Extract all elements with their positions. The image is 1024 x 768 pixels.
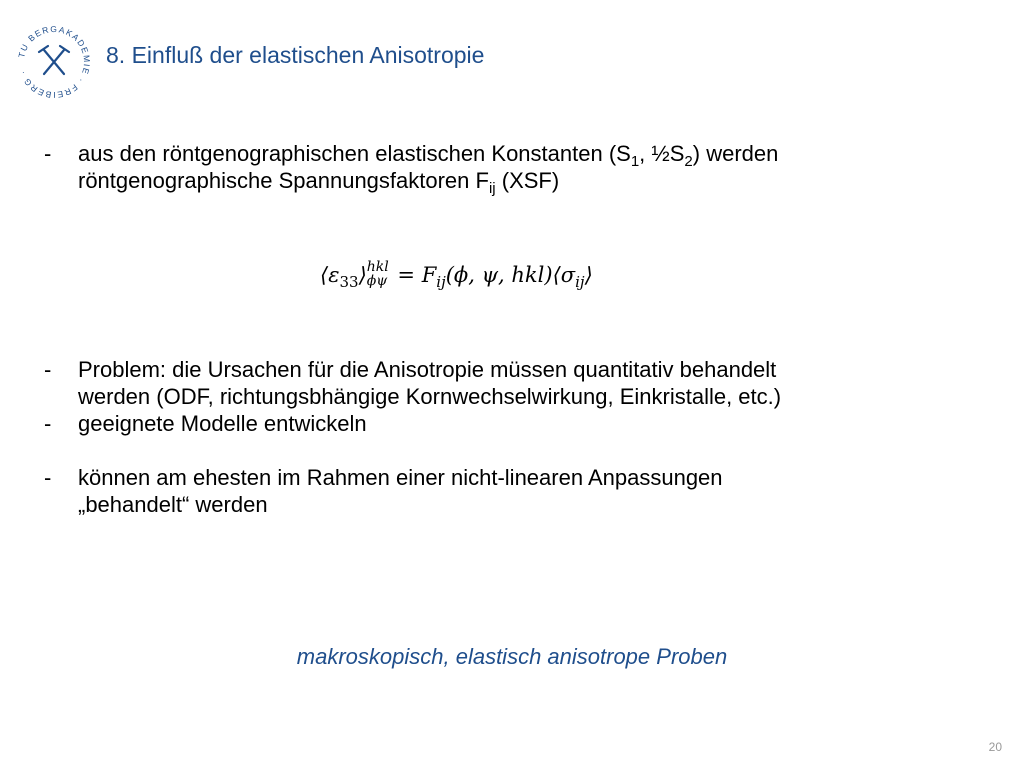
bullet-list: [44, 356, 944, 518]
list-item: - aus den röntgenographischen elastischen Konstanten ($S_1$, $\frac{1}{2}S_2$) werden röntgenographische Spannungsfaktoren $F_{ij}$ (XSF): [44, 140, 944, 194]
university-seal-logo: [14, 22, 94, 102]
list-item: - Problem: die Ursachen für die Anisotropie müssen quantitativ behandelt werden (ODF, richtungsbhängige Kornwechselwirkung, Einkristalle, etc.): [44, 357, 782, 409]
list-item-line: aus den röntgenographischen elastischen Konstanten ($S_1$, $\frac{1}{2}S_2$) werden: [78, 141, 779, 170]
list-item: - geeignete Modelle entwickeln: [44, 411, 367, 436]
hammer-and-pick-icon: [39, 46, 69, 74]
bullet-list: [44, 140, 944, 197]
page-number: 20: [988, 740, 1002, 754]
list-item: - können am ehesten im Rahmen einer nicht-linearen Anpassungen „behandelt“ werden: [44, 465, 723, 517]
page-title: 8. Einfluß der elastischen Anisotropie: [106, 42, 485, 68]
formula: $⟨\varepsilon_{33}⟩$ hkl ϕψ = $F_{ij}(\phi$, ψ, $hkl)⟨\sigma_{ij}⟩$: [320, 258, 593, 291]
conclusion-text: makroskopisch, elastisch anisotrope Proben: [296, 644, 728, 669]
logo-ring-text: TU BERGAKADEMIE · FREIBERG ·: [16, 23, 93, 101]
list-item-line: röntgenographische Spannungsfaktoren $F_{ij}$ (XSF): [78, 168, 560, 197]
